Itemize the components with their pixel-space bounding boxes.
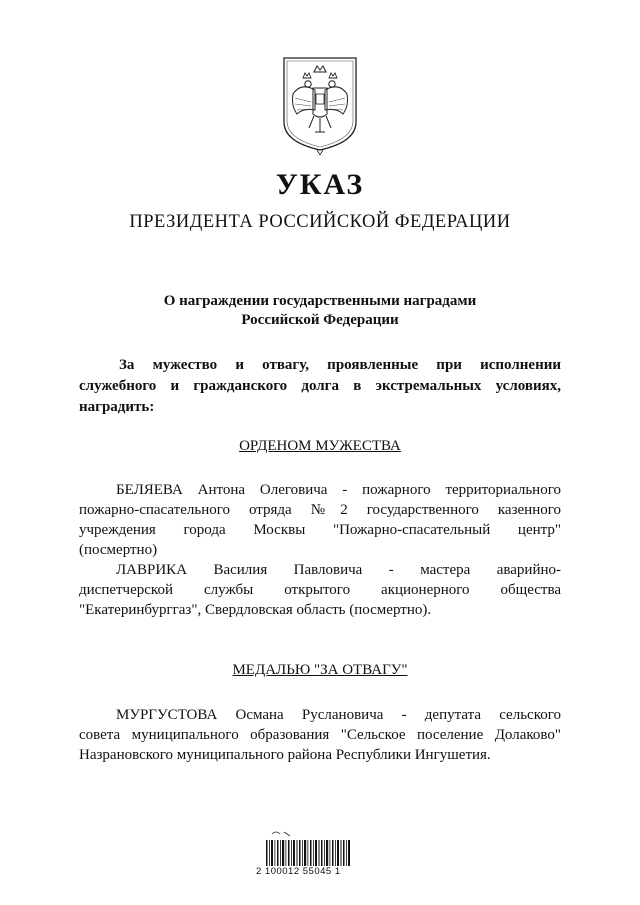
section-title-medal-for-courage: МЕДАЛЬЮ "ЗА ОТВАГУ" <box>232 662 408 678</box>
entry-line: пожарно-спасательного отряда №2 государственного казенного <box>79 502 561 518</box>
entry-line: диспетчерской службы открытого акционерного общества <box>79 582 561 598</box>
document-title: УКАЗ <box>275 168 365 201</box>
heading-line: Российской Федерации <box>241 312 399 328</box>
decree-heading <box>0 292 640 330</box>
award-entry <box>79 705 561 765</box>
award-entry <box>79 480 561 620</box>
preamble-line: служебного и гражданского долга в экстремальных условиях, <box>79 378 561 394</box>
entry-line: БЕЛЯЕВА Антона Олеговича - пожарного территориального <box>116 482 561 498</box>
entry-line: Назрановского муниципального района Республики Ингушетия. <box>79 747 491 763</box>
section-title-order-of-courage: ОРДЕНОМ МУЖЕСТВА <box>239 438 401 454</box>
entry-line: ЛАВРИКА Василия Павловича - мастера аварийно- <box>116 562 561 578</box>
document-subtitle: ПРЕЗИДЕНТА РОССИЙСКОЙ ФЕДЕРАЦИИ <box>129 212 511 232</box>
heading-line: О награждении государственными наградами <box>163 293 477 309</box>
entry-line: совета муниципального образования "Сельское поселение Долаково" <box>79 727 561 743</box>
preamble-line: наградить: <box>79 399 155 415</box>
coat-of-arms-icon <box>281 52 359 155</box>
preamble-line: За мужество и отвагу, проявленные при исполнении <box>119 357 561 373</box>
preamble <box>79 355 561 418</box>
entry-line: МУРГУСТОВА Османа Руслановича - депутата сельского <box>116 707 561 723</box>
entry-line: учреждения города Москвы "Пожарно-спасательный центр" <box>79 522 561 538</box>
entry-line: "Екатеринбурггаз", Свердловская область (посмертно). <box>79 602 432 618</box>
entry-line: (посмертно) <box>79 542 158 558</box>
barcode-number: 2 100012 55045 1 <box>256 866 341 877</box>
